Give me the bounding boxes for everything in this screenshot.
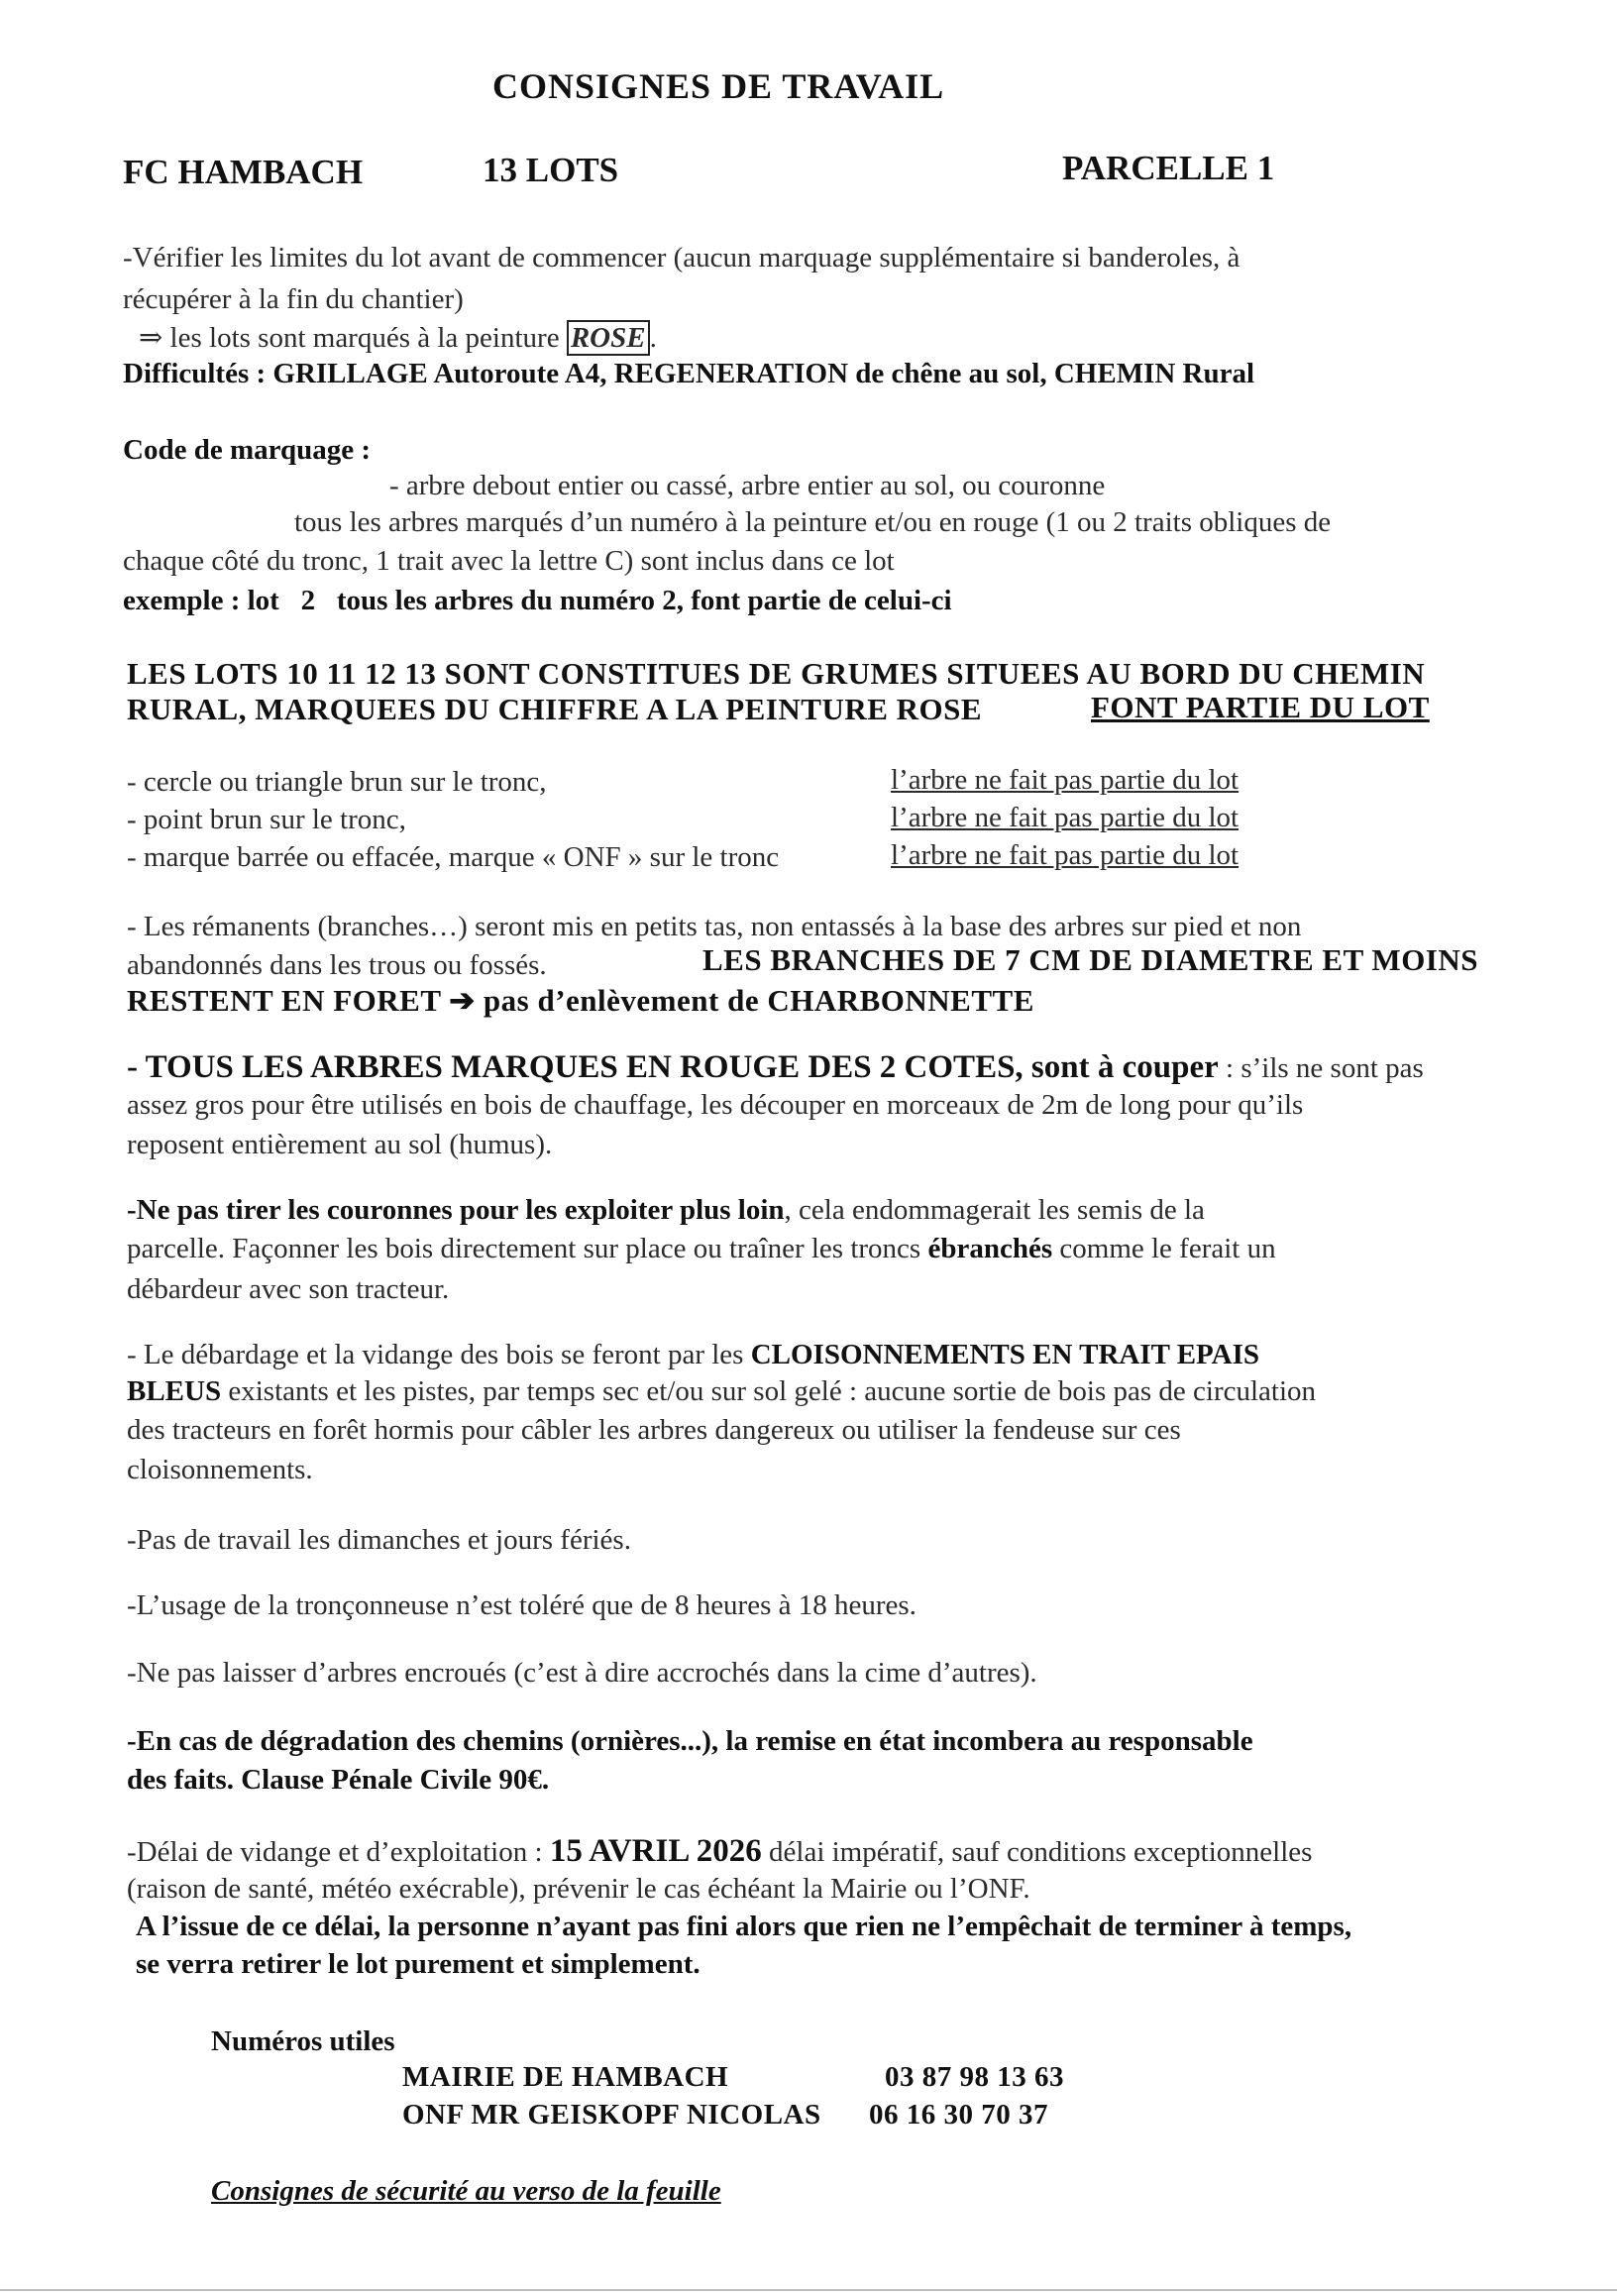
scan-edge-line [0, 2289, 1617, 2291]
remanents-branches: LES BRANCHES DE 7 CM DE DIAMETRE ET MOINS [702, 942, 1478, 977]
parcel-number: PARCELLE 1 [1062, 149, 1275, 187]
delai-line-1 [127, 1834, 1312, 1869]
exclusion-result-3: l’arbre ne fait pas partie du lot [891, 839, 1240, 871]
marking-line-3: chaque côté du tronc, 1 trait avec la lettre C) sont inclus dans ce lot [123, 545, 895, 577]
rouge-bold: - TOUS LES ARBRES MARQUES EN ROUGE DES 2 COTES, sont à couper [127, 1049, 1219, 1085]
remanents-line-2: abandonnés dans les trous ou fossés. [127, 949, 547, 981]
rouge-line-2: assez gros pour être utilisés en bois de chauffage, les découper en morceaux de 2m de long pour qu’ils [127, 1089, 1304, 1121]
debardage-line-1 [127, 1338, 1259, 1371]
paint-suffix: . [649, 322, 657, 354]
rouge-rest: : s’ils ne sont pas [1218, 1052, 1424, 1084]
paint-line [139, 321, 657, 355]
marking-heading: Code de marquage : [123, 434, 371, 466]
marking-line-2: tous les arbres marqués d’un numéro à la peinture et/ou en rouge (1 ou 2 traits obliques de [294, 506, 1332, 538]
exclusion-result-2: l’arbre ne fait pas partie du lot [891, 802, 1240, 833]
couronnes-bold: -Ne pas tirer les couronnes pour les exploiter plus loin [127, 1194, 785, 1226]
intro-line-1: -Vérifier les limites du lot avant de commencer (aucun marquage supplémentaire si banderoles, à [123, 242, 1240, 273]
delai-line-2: (raison de santé, météo exécrable), prévenir le cas échéant la Mairie ou l’ONF. [127, 1873, 1030, 1905]
exclusion-result-1: l’arbre ne fait pas partie du lot [891, 764, 1240, 796]
contact-name-mairie: MAIRIE DE HAMBACH [402, 2061, 729, 2093]
rule-encroues: -Ne pas laisser d’arbres encroués (c’est à dire accrochés dans la cime d’autres). [127, 1657, 1037, 1689]
exclusion-mark-1: - cercle ou triangle brun sur le tronc, [127, 766, 547, 798]
page-title: CONSIGNES DE TRAVAIL [492, 66, 945, 106]
debardage-cloisonnements: CLOISONNEMENTS EN TRAIT EPAIS [750, 1339, 1259, 1370]
degradation-line-2: des faits. Clause Pénale Civile 90€. [127, 1764, 550, 1796]
difficulties: Difficultés : GRILLAGE Autoroute A4, REGENERATION de chêne au sol, CHEMIN Rural [123, 358, 1255, 389]
debardage-l2: existants et les pistes, par temps sec et/ou sur sol gelé : aucune sortie de bois pas de circulation [221, 1375, 1317, 1407]
grumes-line-2: RURAL, MARQUEES DU CHIFFRE A LA PEINTURE ROSE [127, 692, 983, 726]
paint-prefix: ⇒ les lots sont marqués à la peinture [139, 322, 560, 354]
marking-line-1: - arbre debout entier ou cassé, arbre entier au sol, ou couronne [389, 470, 1106, 501]
couronnes-ebranches: ébranchés [927, 1233, 1053, 1264]
delai-line-3: A l’issue de ce délai, la personne n’ayant pas fini alors que rien ne l’empêchait de terminer à temps, [136, 1911, 1352, 1942]
rule-sundays: -Pas de travail les dimanches et jours fériés. [127, 1524, 631, 1556]
delai-date: 15 AVRIL 2026 [549, 1833, 762, 1869]
grumes-line-1: LES LOTS 10 11 12 13 SONT CONSTITUES DE GRUMES SITUEES AU BORD DU CHEMIN [127, 656, 1426, 691]
debardage-l1: - Le débardage et la vidange des bois se feront par les [127, 1339, 751, 1370]
contacts-heading: Numéros utiles [211, 2025, 395, 2057]
couronnes-line-3: débardeur avec son tracteur. [127, 1273, 450, 1305]
couronnes-l2b: comme le ferait un [1052, 1233, 1276, 1264]
contact-phone-onf: 06 16 30 70 37 [869, 2099, 1048, 2131]
couronnes-l2a: parcelle. Façonner les bois directement sur place ou traîner les troncs [127, 1233, 928, 1264]
paint-color-box: ROSE [567, 320, 650, 356]
exclusion-mark-3: - marque barrée ou effacée, marque « ONF » sur le tronc [127, 841, 780, 873]
couronnes-line-1 [127, 1193, 1205, 1227]
couronnes-line-2 [127, 1232, 1276, 1265]
rouge-line-3: reposent entièrement au sol (humus). [127, 1129, 553, 1160]
couronnes-rest: , cela endommagerait les semis de la [784, 1194, 1205, 1226]
contact-name-onf: ONF MR GEISKOPF NICOLAS [402, 2099, 821, 2131]
degradation-line-1: -En cas de dégradation des chemins (ornières...), la remise en état incombera au responsable [127, 1725, 1253, 1757]
remanents-line-3: RESTENT EN FORET ➔ pas d’enlèvement de CHARBONNETTE [127, 983, 1034, 1018]
debardage-bleus: BLEUS [127, 1375, 222, 1407]
delai-l1b: délai impératif, sauf conditions exceptionnelles [761, 1836, 1313, 1868]
rouge-line-1 [127, 1050, 1424, 1085]
debardage-line-2 [127, 1374, 1316, 1408]
intro-line-2: récupérer à la fin du chantier) [123, 283, 464, 315]
debardage-line-3: des tracteurs en forêt hormis pour câbler les arbres dangereux ou utiliser la fendeuse sur ces [127, 1414, 1181, 1446]
grumes-part-of-lot: FONT PARTIE DU LOT [1091, 690, 1430, 724]
footer-security-note: Consignes de sécurité au verso de la feuille [211, 2175, 721, 2207]
lot-count: 13 LOTS [483, 151, 619, 189]
forest-name: FC HAMBACH [123, 153, 364, 191]
delai-l1a: -Délai de vidange et d’exploitation : [127, 1836, 550, 1868]
exclusion-mark-2: - point brun sur le tronc, [127, 804, 406, 835]
remanents-line-1: - Les rémanents (branches…) seront mis en petits tas, non entassés à la base des arbres sur pied et non [127, 911, 1302, 942]
delai-line-4: se verra retirer le lot purement et simplement. [136, 1948, 701, 1980]
debardage-line-4: cloisonnements. [127, 1454, 313, 1485]
marking-example: exemple : lot 2 tous les arbres du numéro 2, font partie de celui-ci [123, 585, 952, 616]
rule-chainsaw-hours: -L’usage de la tronçonneuse n’est toléré que de 8 heures à 18 heures. [127, 1589, 916, 1621]
contact-phone-mairie: 03 87 98 13 63 [885, 2061, 1064, 2093]
